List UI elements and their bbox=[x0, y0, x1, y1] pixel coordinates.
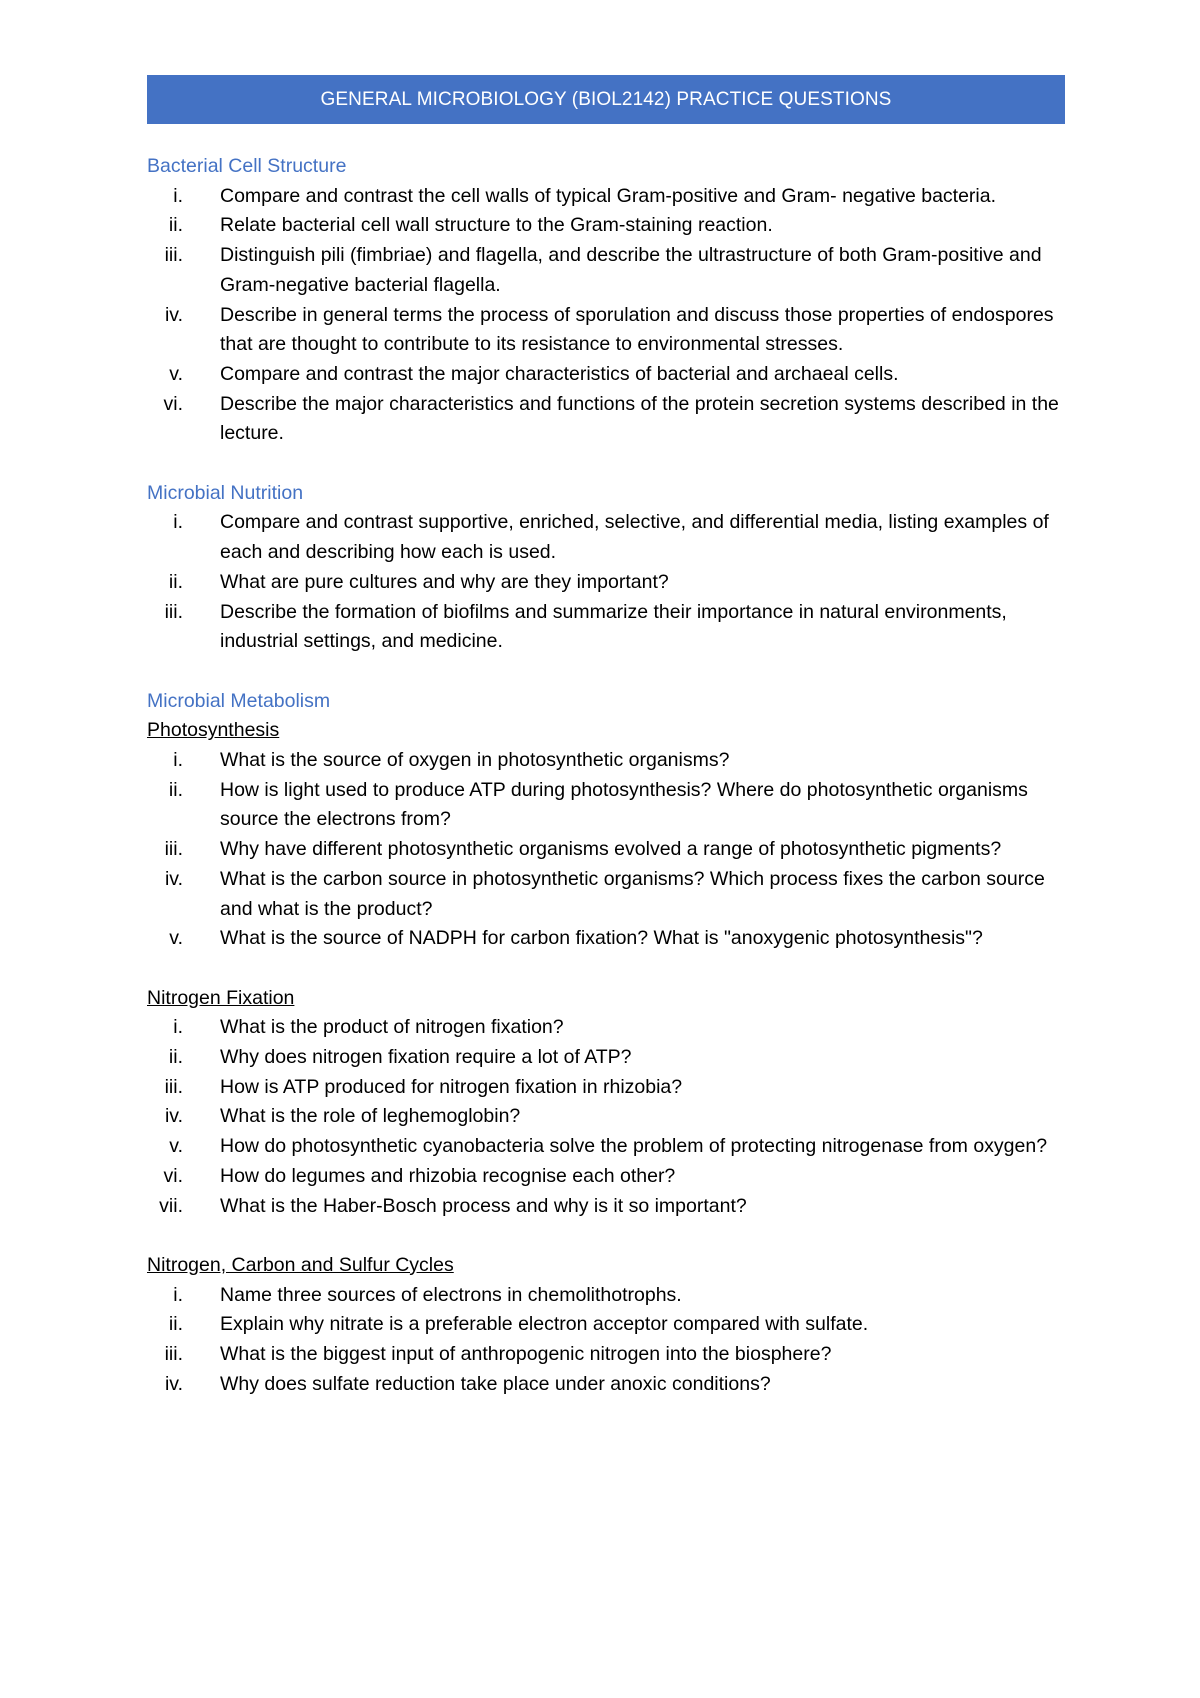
subsection bbox=[147, 716, 1065, 954]
subsection-heading: Nitrogen Fixation bbox=[147, 986, 295, 1009]
question-item bbox=[147, 211, 1065, 241]
question-list bbox=[147, 152, 1065, 1429]
section-heading: Bacterial Cell Structure bbox=[147, 155, 347, 177]
question-text: How do legumes and rhizobia recognise each other? bbox=[220, 1164, 676, 1187]
question-text: Explain why nitrate is a preferable electron acceptor compared with sulfate. bbox=[220, 1313, 869, 1336]
question-number: ii. bbox=[168, 214, 183, 237]
question-number: iii. bbox=[164, 1075, 183, 1098]
question-text: What is the source of oxygen in photosynthetic organisms? bbox=[220, 749, 730, 772]
question-item bbox=[147, 1102, 1065, 1132]
question-items bbox=[147, 182, 1065, 449]
question-text: What is the carbon source in photosynthetic organisms? Which process fixes the carbon source and what is the product? bbox=[220, 867, 1045, 920]
question-number: i. bbox=[173, 1283, 183, 1306]
question-text: Why does nitrogen fixation require a lot of ATP? bbox=[220, 1046, 632, 1069]
question-item bbox=[147, 1162, 1065, 1192]
question-items bbox=[147, 1281, 1065, 1400]
subsection bbox=[147, 508, 1065, 657]
question-number: vi. bbox=[163, 1164, 183, 1187]
question-item bbox=[147, 1073, 1065, 1103]
section-heading: Microbial Metabolism bbox=[147, 689, 331, 712]
question-item bbox=[147, 1192, 1065, 1222]
question-item bbox=[147, 182, 1065, 212]
question-item bbox=[147, 776, 1065, 835]
question-text: Describe the formation of biofilms and summarize their importance in natural environments, industrial settings, and medicine. bbox=[220, 600, 1007, 653]
question-text: Describe the major characteristics and functions of the protein secretion systems described in the lecture. bbox=[220, 392, 1059, 445]
question-item bbox=[147, 1370, 1065, 1400]
question-number: v. bbox=[169, 362, 183, 385]
question-text: How is light used to produce ATP during photosynthesis? Where do photosynthetic organisms source the electrons from? bbox=[220, 778, 1028, 831]
question-number: i. bbox=[173, 184, 183, 207]
subsection-heading: Nitrogen, Carbon and Sulfur Cycles bbox=[147, 1253, 454, 1276]
question-item bbox=[147, 835, 1065, 865]
question-number: iv. bbox=[164, 303, 183, 326]
question-item bbox=[147, 1043, 1065, 1073]
question-number: iii. bbox=[164, 244, 183, 267]
question-item bbox=[147, 1340, 1065, 1370]
question-item bbox=[147, 924, 1065, 954]
question-number: ii. bbox=[168, 1313, 183, 1336]
section bbox=[147, 479, 1065, 657]
question-text: Compare and contrast the cell walls of typical Gram-positive and Gram- negative bacteria. bbox=[220, 184, 997, 207]
question-items bbox=[147, 508, 1065, 657]
question-number: iv. bbox=[164, 1372, 183, 1395]
question-item bbox=[147, 508, 1065, 567]
question-text: Name three sources of electrons in chemolithotrophs. bbox=[220, 1283, 682, 1306]
section-heading: Microbial Nutrition bbox=[147, 481, 304, 504]
subsection-heading: Photosynthesis bbox=[147, 719, 280, 742]
section bbox=[147, 687, 1065, 1400]
question-item bbox=[147, 390, 1065, 449]
question-number: ii. bbox=[168, 778, 183, 801]
question-item bbox=[147, 1132, 1065, 1162]
question-text: Why does sulfate reduction take place under anoxic conditions? bbox=[220, 1372, 771, 1395]
question-item bbox=[147, 598, 1065, 657]
question-text: What is the source of NADPH for carbon fixation? What is "anoxygenic photosynthesis"? bbox=[220, 927, 983, 950]
question-number: ii. bbox=[168, 570, 183, 593]
subsection bbox=[147, 182, 1065, 449]
question-number: iii. bbox=[164, 600, 183, 623]
question-text: Relate bacterial cell wall structure to the Gram-staining reaction. bbox=[220, 214, 773, 237]
question-text: What is the biggest input of anthropogenic nitrogen into the biosphere? bbox=[220, 1343, 832, 1366]
question-number: iii. bbox=[164, 1343, 183, 1366]
question-text: Why have different photosynthetic organisms evolved a range of photosynthetic pigments? bbox=[220, 838, 1002, 861]
question-number: iv. bbox=[164, 1105, 183, 1128]
question-item bbox=[147, 865, 1065, 924]
question-number: i. bbox=[173, 511, 183, 534]
question-text: What is the Haber-Bosch process and why is it so important? bbox=[220, 1194, 747, 1217]
subsection bbox=[147, 984, 1065, 1222]
question-text: Compare and contrast supportive, enriched, selective, and differential media, listing examples of each and describing how each is used. bbox=[220, 511, 1049, 564]
question-text: How do photosynthetic cyanobacteria solve the problem of protecting nitrogenase from oxygen? bbox=[220, 1135, 1048, 1158]
question-item bbox=[147, 360, 1065, 390]
question-number: iii. bbox=[164, 838, 183, 861]
section bbox=[147, 152, 1065, 449]
question-text: Distinguish pili (fimbriae) and flagella, and describe the ultrastructure of both Gram-positive and Gram-negative bacterial flagella. bbox=[220, 244, 1042, 296]
question-item bbox=[147, 568, 1065, 598]
question-text: What is the product of nitrogen fixation? bbox=[220, 1016, 564, 1039]
question-text: Describe in general terms the process of sporulation and discuss those properties of endospores that are thought to contribute to its resistance to environmental stresses. bbox=[220, 303, 1054, 356]
question-items bbox=[147, 746, 1065, 954]
question-items bbox=[147, 1013, 1065, 1221]
question-item bbox=[147, 1310, 1065, 1340]
question-text: How is ATP produced for nitrogen fixation in rhizobia? bbox=[220, 1075, 683, 1098]
question-number: iv. bbox=[164, 867, 183, 890]
question-number: i. bbox=[173, 1016, 183, 1039]
question-number: i. bbox=[173, 749, 183, 772]
question-text: Compare and contrast the major characteristics of bacterial and archaeal cells. bbox=[220, 362, 899, 385]
question-item bbox=[147, 301, 1065, 360]
question-item bbox=[147, 746, 1065, 776]
question-text: What are pure cultures and why are they important? bbox=[220, 570, 669, 593]
subsection bbox=[147, 1251, 1065, 1400]
question-item bbox=[147, 1013, 1065, 1043]
question-text: What is the role of leghemoglobin? bbox=[220, 1105, 521, 1128]
question-number: v. bbox=[169, 1135, 183, 1158]
question-number: vi. bbox=[163, 392, 183, 415]
question-number: vii. bbox=[159, 1194, 183, 1217]
question-number: v. bbox=[169, 927, 183, 950]
page-title-banner bbox=[147, 75, 1065, 124]
question-number: ii. bbox=[168, 1046, 183, 1069]
question-item bbox=[147, 241, 1065, 300]
question-item bbox=[147, 1281, 1065, 1311]
page-title: GENERAL MICROBIOLOGY (BIOL2142) PRACTICE QUESTIONS bbox=[320, 88, 892, 110]
